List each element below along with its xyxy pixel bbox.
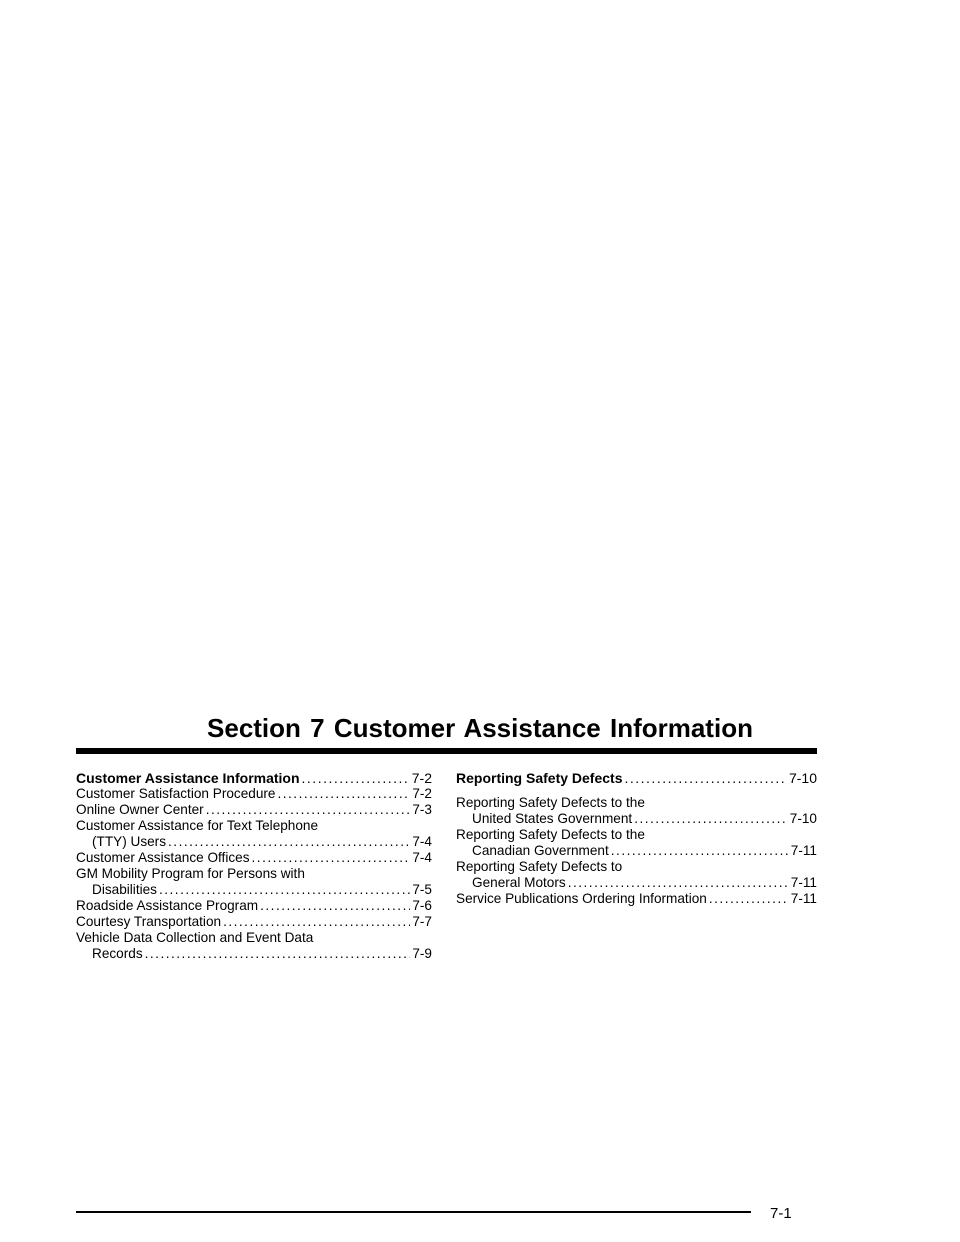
toc-label: Customer Assistance Offices — [76, 850, 250, 865]
section-title: Section 7 Customer Assistance Information — [207, 713, 753, 743]
toc-page: 7-11 — [790, 843, 817, 858]
toc-entry-records[interactable] — [76, 946, 432, 962]
toc-entry-courtesy-transportation[interactable] — [76, 914, 432, 930]
toc-entry-customer-satisfaction-procedure[interactable] — [76, 786, 432, 802]
footer-rule — [76, 1211, 751, 1213]
toc-entry-service-publications[interactable] — [456, 891, 817, 907]
toc-page: 7-2 — [412, 786, 432, 801]
toc-page: 7-6 — [412, 898, 432, 913]
toc-entry-vehicle-data-line1[interactable]: Vehicle Data Collection and Event Data — [76, 930, 314, 945]
toc-entry-tty-users[interactable] — [76, 834, 432, 850]
toc-leader — [568, 875, 789, 891]
toc-page: 7-10 — [788, 770, 817, 786]
toc-leader — [260, 898, 410, 914]
toc-entry-us-government[interactable] — [456, 811, 817, 827]
toc-label: Customer Assistance Information — [76, 770, 300, 786]
toc-leader — [223, 914, 410, 930]
toc-entry-us-line1[interactable]: Reporting Safety Defects to the — [456, 795, 645, 810]
toc-leader — [634, 811, 788, 827]
spacer — [456, 786, 817, 795]
toc-entry-canada-line1[interactable]: Reporting Safety Defects to the — [456, 827, 645, 842]
toc-page: 7-7 — [412, 914, 432, 929]
toc-label: Records — [92, 946, 143, 961]
page-number: 7-1 — [770, 1205, 792, 1222]
toc-entry-customer-assistance-information[interactable] — [76, 770, 432, 786]
toc-page: 7-3 — [412, 802, 432, 817]
toc-leader — [168, 834, 410, 850]
section-title-rule — [76, 748, 817, 754]
toc-left-column — [76, 770, 432, 962]
toc-entry-disabilities[interactable] — [76, 882, 432, 898]
toc-label: Disabilities — [92, 882, 157, 897]
toc-entry-tty-line1[interactable]: Customer Assistance for Text Telephone — [76, 818, 319, 833]
toc-label: Reporting Safety Defects — [456, 770, 623, 786]
toc-page: 7-11 — [790, 875, 817, 890]
toc-page: 7-11 — [790, 891, 817, 906]
toc-leader — [145, 946, 411, 962]
toc-entry-gm-line1[interactable]: Reporting Safety Defects to — [456, 859, 623, 874]
toc-entry-customer-assistance-offices[interactable] — [76, 850, 432, 866]
toc-leader — [624, 770, 786, 786]
toc-page: 7-5 — [412, 882, 432, 897]
toc-label: Customer Satisfaction Procedure — [76, 786, 276, 801]
toc-label: Courtesy Transportation — [76, 914, 222, 929]
toc-page: 7-2 — [411, 770, 432, 786]
toc-page: 7-9 — [412, 946, 432, 961]
toc-entry-canadian-government[interactable] — [456, 843, 817, 859]
toc-label: Service Publications Ordering Information — [456, 891, 707, 906]
toc-leader — [159, 882, 410, 898]
toc-label: Roadside Assistance Program — [76, 898, 259, 913]
toc-entry-online-owner-center[interactable] — [76, 802, 432, 818]
toc-leader — [709, 891, 789, 907]
toc-page: 7-4 — [412, 850, 432, 865]
toc-leader — [206, 802, 411, 818]
toc-label: Online Owner Center — [76, 802, 204, 817]
toc-leader — [302, 770, 410, 786]
toc-entry-general-motors[interactable] — [456, 875, 817, 891]
toc-leader — [611, 843, 789, 859]
toc-label: United States Government — [472, 811, 633, 826]
toc-leader — [252, 850, 411, 866]
toc-label: (TTY) Users — [92, 834, 167, 849]
toc-label: Canadian Government — [472, 843, 609, 858]
toc-leader — [277, 786, 410, 802]
toc-entry-mobility-line1[interactable]: GM Mobility Program for Persons with — [76, 866, 305, 881]
toc-page: 7-4 — [412, 834, 432, 849]
toc-right-column — [456, 770, 817, 907]
toc-entry-reporting-safety-defects[interactable] — [456, 770, 817, 786]
toc-page: 7-10 — [789, 811, 817, 826]
toc-label: General Motors — [472, 875, 566, 890]
toc-entry-roadside-assistance[interactable] — [76, 898, 432, 914]
